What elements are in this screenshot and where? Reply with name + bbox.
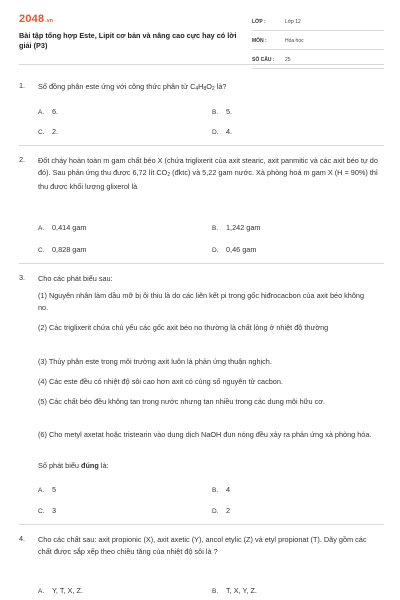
option-letter: A. [38, 225, 45, 232]
option-text: 5 [52, 485, 57, 494]
q1-option-a[interactable] [38, 107, 58, 116]
meta-count-value: 25 [285, 57, 291, 63]
meta-subject-label: MÔN : [252, 38, 267, 44]
meta-class-value: Lớp 12 [285, 19, 301, 25]
q4-option-b[interactable] [212, 586, 257, 595]
prompt-emphasis: đúng [81, 461, 99, 470]
option-text: 1,242 gam [226, 223, 261, 232]
option-letter: A. [38, 588, 45, 595]
question-divider [19, 524, 384, 525]
q3-statement-2: (2) Các triglixerit chứa chủ yếu các gốc axit béo no thường là chất lỏng ở nhiệt độ thường [38, 323, 329, 332]
option-text: 4. [226, 127, 233, 136]
option-text: 0,414 gam [52, 223, 87, 232]
question-text: Đốt cháy hoàn toàn m gam chất béo X (chứa triglixerit của axit stearic, axit panmitic và các axit béo tự do đó). Sau phản ứng thu được 6,72 lít $CO_2$ (đktc) và 5,22 gam nước. Xà phòng hoá m gam X (H = 90%) thì thu được khối lượng glixerol là [38, 156, 378, 191]
q3-option-d[interactable] [212, 506, 230, 515]
option-text: 5. [226, 107, 233, 116]
option-letter: D. [212, 247, 219, 254]
question-number: 4. [19, 534, 26, 543]
meta-class-label: LỚP : [252, 19, 266, 25]
meta-class-row [252, 15, 384, 31]
meta-subject-row [252, 34, 384, 50]
option-text: 0,828 gam [52, 245, 87, 254]
q2-option-d[interactable] [212, 245, 256, 254]
q1-option-d[interactable] [212, 127, 232, 136]
q3-option-b[interactable] [212, 485, 230, 494]
meta-count-label: SỐ CÂU : [252, 57, 275, 63]
q1-option-c[interactable] [38, 127, 58, 136]
option-letter: B. [212, 109, 219, 116]
brand-logo[interactable] [19, 13, 53, 25]
option-letter: B. [212, 225, 219, 232]
q2-option-a[interactable] [38, 223, 86, 232]
option-text: T, X, Y, Z. [226, 586, 257, 595]
q1-option-b[interactable] [212, 107, 232, 116]
option-letter: A. [38, 487, 45, 494]
question-text: Số đồng phân este ứng với công thức phân tử $C_4H_8O_2$ là? [38, 82, 227, 92]
prompt-suffix: là: [98, 461, 109, 470]
page-title: Bài tập tổng hợp Este, Lipit cơ bản và nâng cao cực hay có lời giải (P3) [19, 31, 237, 50]
question-number: 3. [19, 273, 26, 282]
q2-option-b[interactable] [212, 223, 260, 232]
option-letter: C. [38, 129, 45, 136]
question-divider [19, 145, 384, 146]
meta-count-row [252, 53, 384, 69]
question-divider [19, 263, 384, 264]
q3-statement-3: (3) Thủy phân este trong môi trường axit luôn là phản ứng thuận nghịch. [38, 357, 272, 366]
question-number: 2. [19, 155, 26, 164]
brand-suffix: .vn [45, 18, 54, 24]
q3-statement-5: (5) Các chất béo đều không tan trong nước nhưng tan nhiều trong các dung môi hữu cơ. [38, 397, 326, 406]
brand-name: 2048 [19, 13, 45, 25]
option-text: 3 [52, 506, 57, 515]
option-text: Y, T, X, Z. [52, 586, 83, 595]
option-text: 4 [226, 485, 231, 494]
option-letter: C. [38, 247, 45, 254]
option-letter: C. [38, 508, 45, 515]
q2-option-c[interactable] [38, 245, 86, 254]
option-text: 2 [226, 506, 231, 515]
option-text: 2. [52, 127, 59, 136]
option-letter: A. [38, 109, 45, 116]
option-letter: D. [212, 508, 219, 515]
option-text: 6. [52, 107, 59, 116]
q3-option-c[interactable] [38, 506, 56, 515]
q3-question-prompt [38, 460, 376, 472]
question-number: 1. [19, 81, 26, 90]
header-divider [19, 64, 384, 65]
option-letter: D. [212, 129, 219, 136]
question-text: Cho các chất sau: axit propionic (X), axit axetic (Y), ancol etylic (Z) và etyl propionat (T). Dãy gồm các chất được sắp xếp theo chiều tăng của nhiệt độ sôi là ? [38, 535, 367, 556]
question-text: Cho các phát biểu sau: [38, 274, 113, 283]
option-letter: B. [212, 588, 219, 595]
q4-option-a[interactable] [38, 586, 83, 595]
q3-statement-1: (1) Nguyên nhân làm dầu mỡ bị ôi thiu là do các liên kết pi trong gốc hiđrocacbon của axit béo không no. [38, 291, 365, 312]
q3-statement-4: (4) Các este đều có nhiệt độ sôi cao hơn axit có cùng số nguyên tử cacbon. [38, 377, 283, 386]
prompt-prefix: Số phát biểu [38, 461, 82, 470]
option-letter: B. [212, 487, 219, 494]
q3-statement-6: (6) Cho metyl axetat hoặc tristearin vào dung dịch NaOH đun nóng đều xảy ra phản ứng xà phòng hóa. [38, 430, 372, 439]
meta-subject-value: Hóa học [285, 38, 304, 44]
option-text: 0,46 gam [226, 245, 257, 254]
q3-option-a[interactable] [38, 485, 56, 494]
